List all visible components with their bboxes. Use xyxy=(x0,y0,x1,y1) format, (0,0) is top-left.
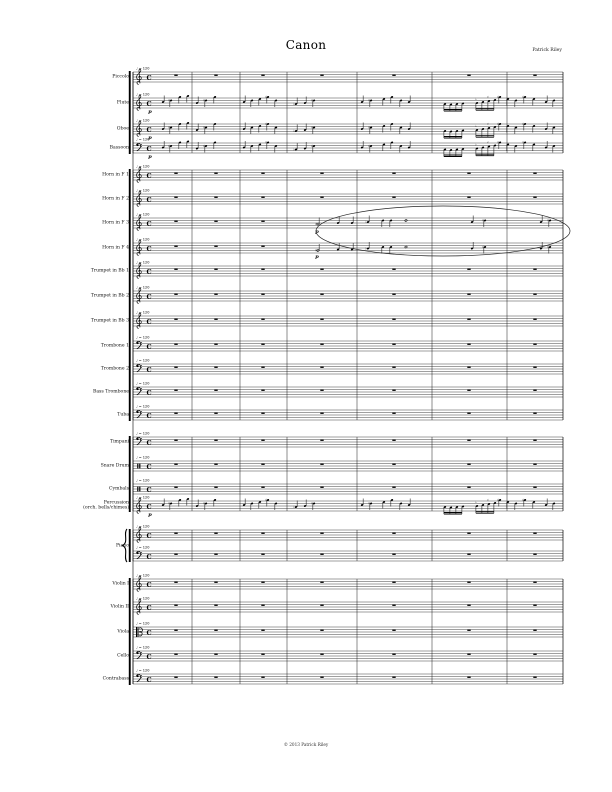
svg-text:♭: ♭ xyxy=(293,102,295,107)
svg-text:♯: ♯ xyxy=(487,121,489,126)
svg-text:♯: ♯ xyxy=(265,122,267,127)
tempo-mark xyxy=(136,381,150,385)
staff-bassoon xyxy=(133,137,563,160)
svg-text:♭: ♭ xyxy=(475,96,477,101)
svg-text:♯: ♯ xyxy=(547,218,549,223)
tempo-mark xyxy=(136,524,150,528)
tempo-mark xyxy=(136,164,150,168)
svg-text:♯: ♯ xyxy=(311,144,313,149)
svg-text:♯: ♯ xyxy=(265,498,267,503)
svg-text:♭: ♭ xyxy=(365,246,367,251)
svg-text:♯: ♯ xyxy=(203,144,205,149)
svg-text:♯: ♯ xyxy=(315,222,317,227)
staff-label-oboe: Oboe xyxy=(116,126,129,132)
svg-text:C: C xyxy=(146,366,152,375)
tempo-mark xyxy=(136,237,150,241)
staff-label-trumpet-in-bb-1: Trumpet in Bb 1 xyxy=(90,268,129,274)
staff-staff xyxy=(133,545,563,561)
tempo-mark xyxy=(136,596,150,600)
svg-text:C: C xyxy=(146,486,152,495)
staff-label-cello: Cello xyxy=(117,653,129,659)
svg-text:♩ = 120: ♩ = 120 xyxy=(136,495,150,500)
svg-text:p: p xyxy=(315,229,319,235)
svg-text:p: p xyxy=(148,109,152,115)
svg-text:♩ = 120: ♩ = 120 xyxy=(136,455,150,460)
staff-label-percussion xyxy=(29,501,129,512)
staff-label-cymbals: Cymbals xyxy=(109,486,129,492)
staff-label-trumpet-in-bb-2: Trumpet in Bb 2 xyxy=(90,293,129,299)
tempo-mark xyxy=(136,573,150,577)
svg-text:♯: ♯ xyxy=(482,245,484,250)
staff-trombone-2 xyxy=(133,358,563,374)
svg-text:C: C xyxy=(146,74,152,83)
tempo-mark xyxy=(136,285,150,289)
svg-text:♯: ♯ xyxy=(315,248,317,253)
staff-horn-in-f-2 xyxy=(133,188,563,206)
svg-text:♯: ♯ xyxy=(487,497,489,502)
annotation-ellipse xyxy=(316,206,570,256)
svg-text:♩ = 120: ♩ = 120 xyxy=(136,431,150,436)
svg-text:♯: ♯ xyxy=(203,98,205,103)
staff-horn-in-f-4 xyxy=(133,237,563,260)
svg-text:♩ = 120: ♩ = 120 xyxy=(136,668,150,673)
svg-text:♩ = 120: ♩ = 120 xyxy=(136,478,150,483)
svg-text:♯: ♯ xyxy=(522,122,524,127)
tempo-mark xyxy=(136,335,150,339)
svg-text:C: C xyxy=(146,532,152,541)
svg-text:C: C xyxy=(146,145,152,154)
tempo-mark xyxy=(136,358,150,362)
staff-label-piano: Piano xyxy=(115,542,129,548)
svg-text:♯: ♯ xyxy=(168,98,170,103)
svg-text:♩ = 120: ♩ = 120 xyxy=(136,358,150,363)
tempo-mark xyxy=(136,260,150,264)
svg-text:♩ = 120: ♩ = 120 xyxy=(136,335,150,340)
tempo-mark xyxy=(136,431,150,435)
svg-text:♯: ♯ xyxy=(497,122,499,127)
staff-cello xyxy=(133,645,563,661)
tempo-mark xyxy=(136,455,150,459)
staff-oboe xyxy=(133,118,563,141)
svg-text:C: C xyxy=(146,343,152,352)
staff-label-contrabass: Contrabass xyxy=(102,676,129,682)
svg-text:♩ = 120: ♩ = 120 xyxy=(136,524,150,529)
tempo-mark xyxy=(136,137,150,141)
tempo-mark xyxy=(136,92,150,96)
svg-text:♩ = 120: ♩ = 120 xyxy=(136,118,150,123)
svg-text:♭: ♭ xyxy=(293,147,295,152)
tempo-mark xyxy=(136,478,150,482)
staff-label-snare-drum: Snare Drum xyxy=(100,463,129,469)
svg-text:♩ = 120: ♩ = 120 xyxy=(136,285,150,290)
svg-text:♯: ♯ xyxy=(497,95,499,100)
svg-text:C: C xyxy=(146,629,152,638)
svg-text:C: C xyxy=(146,293,152,302)
staff-trombone-1 xyxy=(133,335,563,351)
staff-label-line1: Percussion xyxy=(103,500,129,506)
staff-cymbals xyxy=(133,478,563,494)
staff-snare-drum xyxy=(133,455,563,471)
svg-text:♩ = 120: ♩ = 120 xyxy=(136,212,150,217)
svg-text:C: C xyxy=(146,126,152,135)
svg-text:♩ = 120: ♩ = 120 xyxy=(136,381,150,386)
svg-text:♩ = 120: ♩ = 120 xyxy=(136,545,150,550)
group-bracket xyxy=(129,169,131,421)
svg-text:C: C xyxy=(146,653,152,662)
svg-text:♭: ♭ xyxy=(475,499,477,504)
svg-text:♯: ♯ xyxy=(497,498,499,503)
staff-violin-i xyxy=(133,573,563,591)
svg-text:♩ = 120: ♩ = 120 xyxy=(136,645,150,650)
svg-text:C: C xyxy=(146,220,152,229)
svg-text:C: C xyxy=(146,553,152,562)
svg-text:♯: ♯ xyxy=(522,95,524,100)
staff-piccolo xyxy=(133,66,563,84)
staff-label-bassoon: Bassoon xyxy=(109,145,129,151)
group-bracket xyxy=(129,529,131,562)
staff-label-tuba: Tuba xyxy=(117,412,129,418)
svg-text:♯: ♯ xyxy=(265,140,267,145)
svg-text:♯: ♯ xyxy=(487,140,489,145)
svg-text:♯: ♯ xyxy=(547,245,549,250)
svg-text:C: C xyxy=(146,581,152,590)
staff-piano xyxy=(133,524,563,542)
svg-text:♯: ♯ xyxy=(522,140,524,145)
group-bracket xyxy=(129,578,131,685)
staff-label-violin-i: Violin I xyxy=(112,581,129,587)
svg-text:p: p xyxy=(148,512,152,518)
svg-text:♩ = 120: ♩ = 120 xyxy=(136,92,150,97)
svg-text:C: C xyxy=(146,100,152,109)
staff-violin-ii xyxy=(133,596,563,614)
staff-label-viola: Viola xyxy=(117,629,129,635)
svg-text:♯: ♯ xyxy=(203,125,205,130)
svg-text:C: C xyxy=(146,676,152,685)
svg-text:C: C xyxy=(146,463,152,472)
svg-text:♯: ♯ xyxy=(311,98,313,103)
svg-text:♩ = 120: ♩ = 120 xyxy=(136,310,150,315)
svg-text:♯: ♯ xyxy=(265,95,267,100)
svg-text:♩ = 120: ♩ = 120 xyxy=(136,621,150,626)
page-title: Canon xyxy=(285,38,327,52)
tempo-mark xyxy=(136,188,150,192)
svg-text:♩ = 120: ♩ = 120 xyxy=(136,237,150,242)
svg-text:C: C xyxy=(146,439,152,448)
svg-text:p: p xyxy=(148,135,152,141)
barlines xyxy=(129,71,563,685)
svg-text:♯: ♯ xyxy=(368,98,370,103)
svg-text:♩ = 120: ♩ = 120 xyxy=(136,137,150,142)
staff-label-flute: Flute xyxy=(116,100,129,106)
staff-bass-trombone xyxy=(133,381,563,397)
staff-timpani xyxy=(133,431,563,447)
staff-label-trumpet-in-bb-3: Trumpet in Bb 3 xyxy=(90,318,129,324)
svg-text:♩ = 120: ♩ = 120 xyxy=(136,260,150,265)
staff-horn-in-f-1 xyxy=(133,164,563,182)
tempo-mark xyxy=(136,621,150,625)
tempo-mark xyxy=(136,545,150,549)
tempo-mark xyxy=(136,645,150,649)
svg-text:♭: ♭ xyxy=(365,220,367,225)
svg-text:♭: ♭ xyxy=(293,505,295,510)
staff-contrabass xyxy=(133,668,563,684)
svg-text:♩ = 120: ♩ = 120 xyxy=(136,573,150,578)
svg-text:♯: ♯ xyxy=(487,94,489,99)
svg-text:C: C xyxy=(146,245,152,254)
composer-name: Patrick Riley xyxy=(532,48,562,53)
svg-text:♯: ♯ xyxy=(311,501,313,506)
tempo-mark xyxy=(136,66,150,70)
svg-text:C: C xyxy=(146,172,152,181)
staff-label-line2: (orch. bells/chimes) xyxy=(83,506,129,511)
tempo-mark xyxy=(136,310,150,314)
staff-percussion xyxy=(133,495,563,518)
svg-text:p: p xyxy=(148,154,152,160)
svg-text:♭: ♭ xyxy=(293,129,295,134)
svg-text:♯: ♯ xyxy=(168,501,170,506)
staff-label-horn-in-f-2: Horn in F 2 xyxy=(102,196,129,202)
staff-label-bass-trombone: Bass Trombone xyxy=(92,389,129,395)
tempo-mark xyxy=(136,668,150,672)
staff-label-trombone-2: Trombone 2 xyxy=(100,366,129,372)
svg-text:♯: ♯ xyxy=(368,501,370,506)
group-bracket xyxy=(129,436,131,512)
svg-text:C: C xyxy=(146,604,152,613)
svg-text:♩ = 120: ♩ = 120 xyxy=(136,188,150,193)
tempo-mark xyxy=(136,212,150,216)
staff-label-horn-in-f-1: Horn in F 1 xyxy=(102,172,129,178)
svg-text:C: C xyxy=(146,268,152,277)
svg-text:♯: ♯ xyxy=(168,125,170,130)
svg-text:C: C xyxy=(146,412,152,421)
staff-trumpet-in-bb-1 xyxy=(133,260,563,278)
svg-text:♯: ♯ xyxy=(203,501,205,506)
svg-text:♭: ♭ xyxy=(475,123,477,128)
svg-text:♯: ♯ xyxy=(168,144,170,149)
svg-text:♯: ♯ xyxy=(522,498,524,503)
svg-text:♯: ♯ xyxy=(368,125,370,130)
svg-text:♩ = 120: ♩ = 120 xyxy=(136,164,150,169)
staff-label-piccolo: Piccolo xyxy=(112,74,129,80)
svg-text:p: p xyxy=(315,254,319,260)
tempo-mark xyxy=(136,404,150,408)
svg-text:♯: ♯ xyxy=(497,140,499,145)
staff-tuba xyxy=(133,404,563,420)
staff-label-timpani: Timpani xyxy=(110,439,129,445)
staff-trumpet-in-bb-3 xyxy=(133,310,563,328)
svg-text:♯: ♯ xyxy=(311,125,313,130)
staff-trumpet-in-bb-2 xyxy=(133,285,563,303)
svg-text:C: C xyxy=(146,318,152,327)
group-bracket xyxy=(129,71,131,154)
svg-text:♩ = 120: ♩ = 120 xyxy=(136,66,150,71)
copyright-footer: © 2013 Patrick Riley xyxy=(283,742,329,747)
svg-text:C: C xyxy=(146,503,152,512)
tempo-mark xyxy=(136,118,150,122)
svg-text:C: C xyxy=(146,196,152,205)
tempo-mark xyxy=(136,495,150,499)
svg-text:C: C xyxy=(146,389,152,398)
staff-horn-in-f-3 xyxy=(133,212,563,235)
staff-label-horn-in-f-4: Horn in F 4 xyxy=(102,245,129,251)
svg-text:♯: ♯ xyxy=(368,144,370,149)
staff-flute xyxy=(133,92,563,115)
staff-viola xyxy=(133,621,563,637)
svg-text:♭: ♭ xyxy=(475,142,477,147)
svg-text:♩ = 120: ♩ = 120 xyxy=(136,404,150,409)
svg-text:♯: ♯ xyxy=(482,218,484,223)
staff-label-horn-in-f-3: Horn in F 3 xyxy=(102,220,129,226)
staff-label-violin-ii: Violin II xyxy=(110,604,129,610)
svg-text:♩ = 120: ♩ = 120 xyxy=(136,596,150,601)
staff-label-trombone-1: Trombone 1 xyxy=(100,343,129,349)
